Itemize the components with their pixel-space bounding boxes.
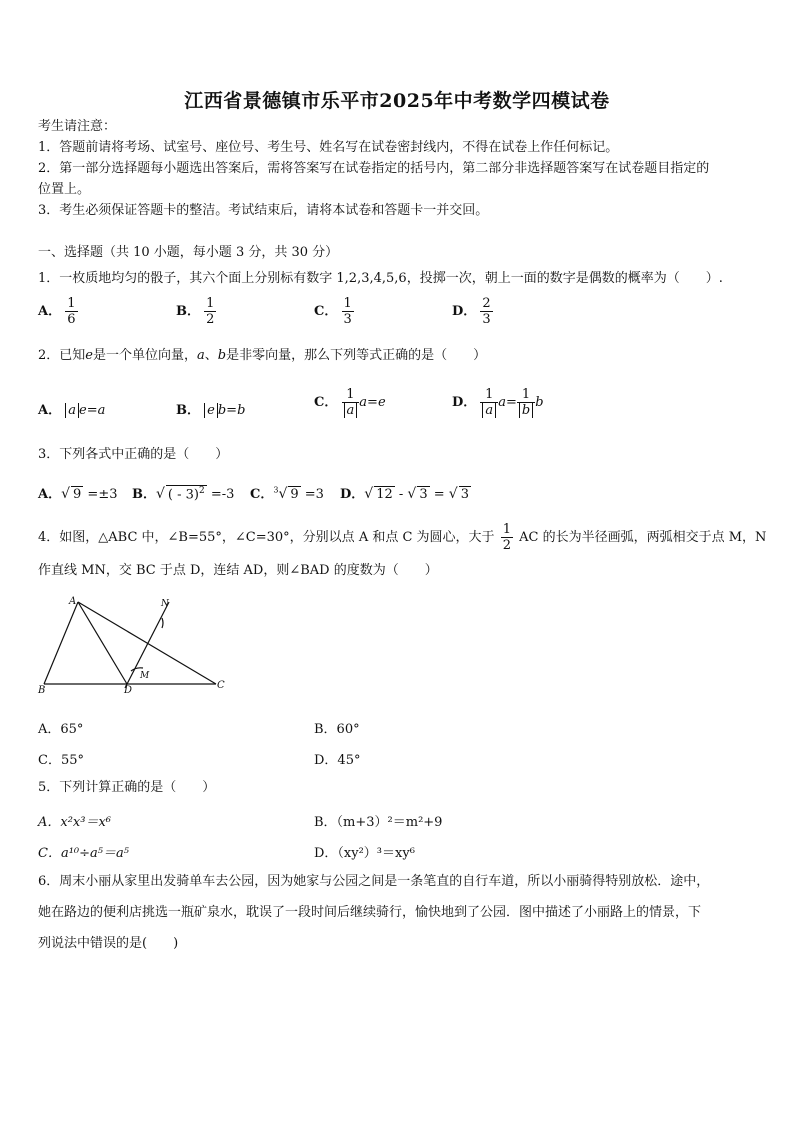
numerator: 1: [502, 522, 511, 537]
segment-AD: [78, 602, 127, 684]
expression-rest: =±3: [83, 487, 118, 502]
question-3-stem: 3．下列各式中正确的是（ ）: [38, 447, 229, 462]
option-label: A．: [38, 487, 62, 502]
label-B: B: [38, 685, 46, 696]
q4-option-a: A．65°: [38, 722, 84, 737]
vector-a: a: [97, 403, 106, 418]
label-C: C: [217, 680, 225, 691]
q4-option-c: C．55°: [38, 753, 84, 768]
q3-option-a: A．√ 9 =±3: [38, 486, 118, 502]
fraction: [342, 387, 360, 418]
question-4-stem-line1: [38, 522, 766, 553]
abs-a: a: [344, 403, 358, 418]
radicand: 3: [460, 487, 469, 502]
q5-option-b: B．（m+3）²＝m²+9: [314, 815, 443, 830]
stem-text: AC 的长为半径画弧，两弧相交于点 M，N: [519, 530, 767, 545]
fraction: [342, 296, 354, 327]
vector-a: a: [197, 348, 205, 363]
q3-option-d: D．√ 12 - √ 3 = √ 3: [340, 486, 469, 502]
vector-a: a: [359, 395, 368, 410]
denominator: 3: [343, 312, 352, 327]
q5-option-a: A．x²x³＝x⁶: [38, 815, 112, 830]
option-label: B．: [176, 304, 200, 319]
option-label: B．: [132, 487, 156, 502]
radicand: 9: [290, 487, 299, 502]
equals: =: [429, 487, 449, 502]
q2-option-a: [38, 399, 105, 418]
vector-e: e: [377, 395, 386, 410]
option-label: D．: [452, 395, 477, 410]
numerator: 1: [343, 296, 352, 311]
vector-e: e: [85, 348, 93, 363]
option-label: C．: [250, 487, 274, 502]
question-6-line3: 列说法中错误的是( ): [38, 936, 179, 951]
equals: =: [367, 395, 378, 410]
label-M: M: [140, 671, 150, 681]
fraction: [204, 296, 216, 327]
vector-b: b: [217, 348, 227, 363]
option-label: C．: [314, 304, 338, 319]
radicand: ( - 3): [167, 487, 199, 502]
denominator: 2: [206, 312, 215, 327]
notice-heading: 考生请注意：: [38, 119, 117, 134]
q4-option-d: D．45°: [314, 753, 361, 768]
numerator: 1: [206, 296, 215, 311]
minus: -: [394, 487, 408, 502]
expression-rest: =-3: [206, 487, 235, 502]
segment-AB: [44, 602, 78, 684]
equals: =: [226, 403, 238, 418]
numerator: 1: [517, 387, 535, 403]
fraction: [480, 387, 498, 418]
q2-option-d: [452, 387, 544, 418]
radicand: 3: [419, 487, 428, 502]
q4-option-b: B．60°: [314, 722, 360, 737]
root-index: 3: [273, 485, 279, 495]
notice-item-2-cont: 位置上。: [38, 182, 91, 197]
arc-mark-n: [162, 618, 163, 628]
vector-e: e: [79, 403, 87, 418]
option-label: A．: [38, 403, 62, 418]
equals: =: [86, 403, 98, 418]
q5-option-c: C．a¹⁰÷a⁵＝a⁵: [38, 846, 129, 861]
equals: =: [505, 395, 517, 410]
fraction: [480, 296, 492, 327]
label-D: D: [124, 685, 133, 696]
q2-option-c: [314, 387, 386, 418]
option-label: B．: [176, 403, 200, 418]
abs-b: b: [519, 403, 533, 418]
question-5-stem: 5．下列计算正确的是（ ）: [38, 780, 216, 795]
q1-option-a: [38, 296, 78, 327]
abs-a: a: [482, 403, 496, 418]
fraction: [517, 387, 535, 418]
fraction: [65, 296, 77, 327]
radicand: 9: [73, 487, 82, 502]
notice-item-3: 3．考生必须保证答题卡的整洁。考试结束后，请将本试卷和答题卡一并交回。: [38, 203, 489, 218]
question-2-stem: [38, 347, 486, 365]
denominator: 2: [502, 538, 511, 553]
q5-option-d: D．（xy²）³＝xy⁶: [314, 846, 415, 861]
abs-a: a: [65, 403, 79, 418]
question-1-stem: 1．一枚质地均匀的骰子，其六个面上分别标有数字 1,2,3,4,5,6，投掷一次，朝上一面的数字是偶数的概率为（ ）.: [38, 271, 723, 286]
option-label: A．: [38, 304, 62, 319]
q3-option-c: C．$^3$√ 9 =3: [250, 485, 324, 502]
q1-option-c: [314, 296, 354, 327]
label-A: A: [69, 596, 77, 607]
exponent: 2: [199, 485, 205, 496]
stem-text: 是一个单位向量，: [92, 348, 197, 363]
fraction-half: [501, 522, 513, 553]
q1-option-b: [176, 296, 216, 327]
stem-text: 是非零向量，那么下列等式正确的是（ ）: [226, 348, 487, 363]
triangle-figure: [36, 592, 236, 696]
q2-option-b: [176, 399, 245, 418]
numerator: 1: [480, 387, 498, 403]
q3-option-b: B．√ ( - 3)$^2$ =-3: [132, 485, 235, 502]
label-N: N: [161, 599, 169, 609]
numerator: 1: [67, 296, 76, 311]
q1-option-d: [452, 296, 493, 327]
denominator: 3: [482, 312, 491, 327]
option-label: C．: [314, 395, 338, 410]
radicand: 12: [376, 487, 393, 502]
separator: 、: [204, 348, 218, 363]
denominator: 6: [67, 312, 76, 327]
abs-e: e: [204, 403, 218, 418]
option-label: D．: [452, 304, 477, 319]
vector-b: b: [237, 403, 246, 418]
vector-b: b: [535, 395, 544, 410]
vector-b: b: [217, 403, 227, 418]
notice-item-2: 2．第一部分选择题每小题选出答案后，需将答案写在试卷指定的括号内，第二部分非选择题答案写在试卷题目指定的: [38, 161, 710, 176]
question-6-line1: 6．周末小丽从家里出发骑单车去公园，因为她家与公园之间是一条笔直的自行车道，所以小丽骑得特别放松．途中，: [38, 874, 710, 889]
stem-text: 2．已知: [38, 348, 86, 363]
expression-rest: =3: [300, 487, 324, 502]
page-title: 江西省景德镇市乐平市2025年中考数学四模试卷: [184, 90, 610, 112]
stem-text: 4．如图，△ABC 中，∠B=55°，∠C=30°，分别以点 A 和点 C 为圆心，大于: [38, 530, 495, 545]
question-4-stem-line2: 作直线 MN，交 BC 于点 D，连结 AD，则∠BAD 的度数为（ ）: [38, 563, 438, 578]
vector-a: a: [498, 395, 506, 410]
question-6-line2: 她在路边的便利店挑选一瓶矿泉水，耽误了一段时间后继续骑行，愉快地到了公园．图中描述了小丽路上的情景，下: [38, 905, 702, 920]
section-heading: 一、选择题（共 10 小题，每小题 3 分，共 30 分）: [38, 245, 339, 260]
option-label: D．: [340, 487, 365, 502]
numerator: 2: [482, 296, 491, 311]
notice-item-1: 1．答题前请将考场、试室号、座位号、考生号、姓名写在试卷密封线内，不得在试卷上作任何标记。: [38, 140, 619, 155]
numerator: 1: [342, 387, 360, 403]
